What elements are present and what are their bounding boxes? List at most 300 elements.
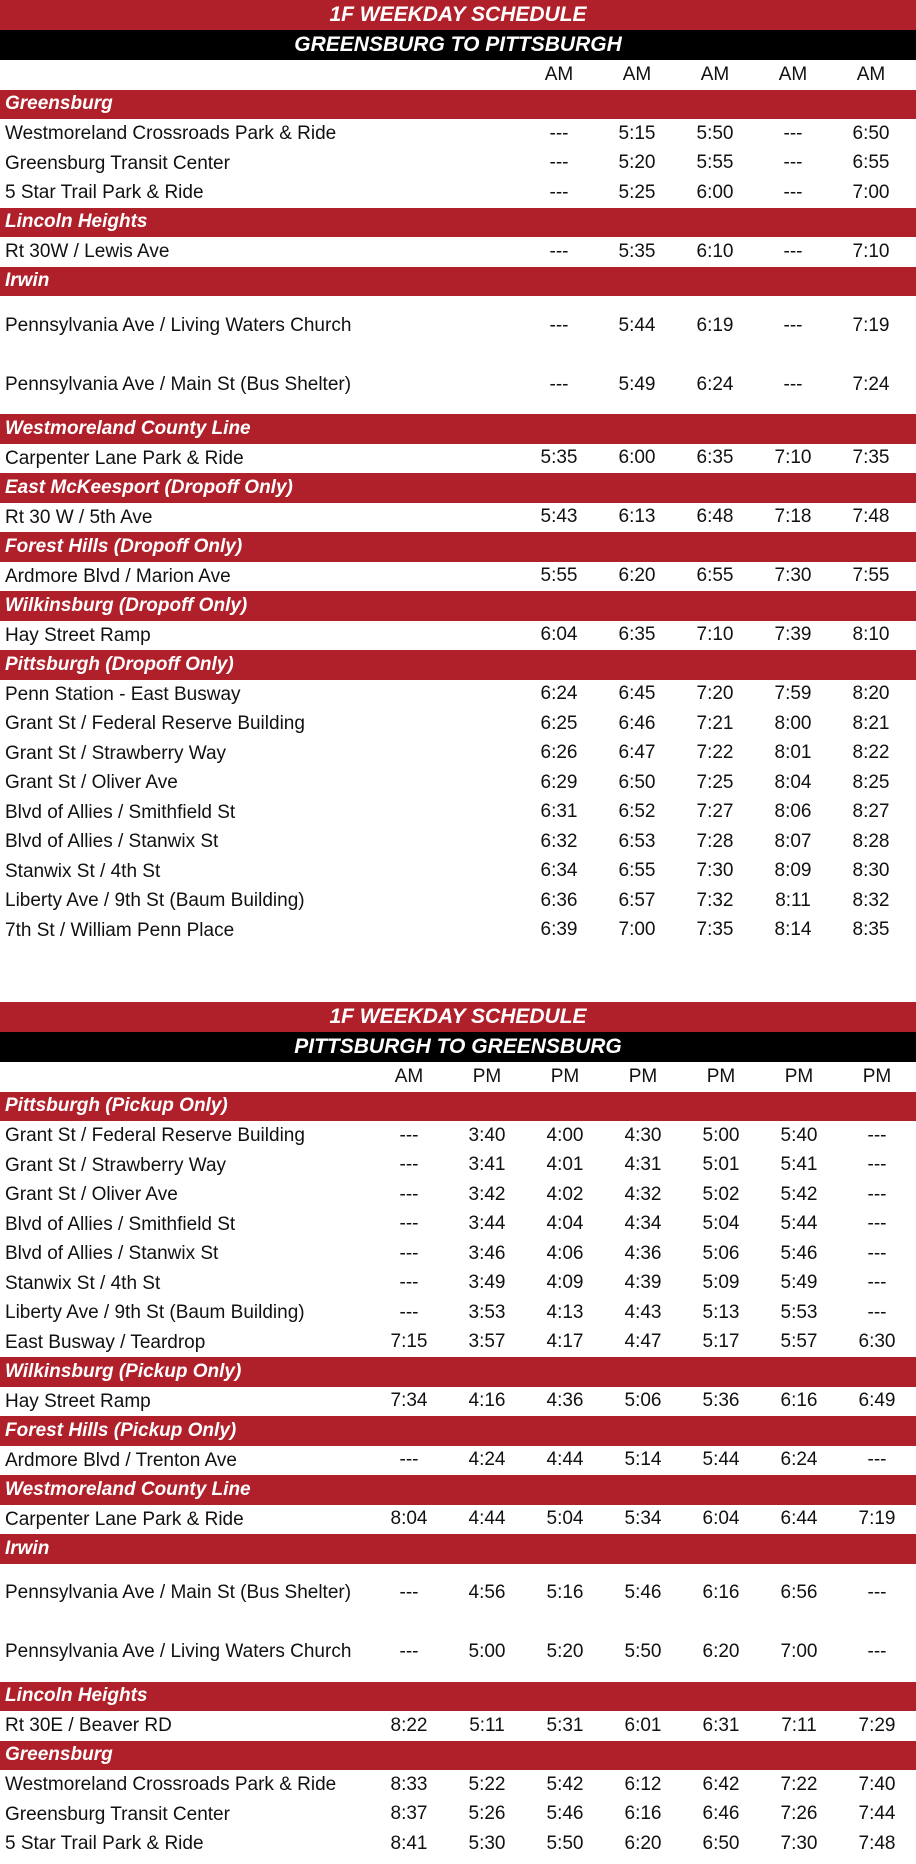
stop-name: Blvd of Allies / Stanwix St	[5, 1243, 219, 1264]
departure-time: 6:25	[540, 712, 578, 734]
departure-time: 7:35	[852, 447, 890, 469]
departure-time: 6:24	[780, 1449, 818, 1471]
stop-row	[0, 1623, 916, 1682]
departure-time: 7:48	[858, 1832, 896, 1854]
departure-time: ---	[399, 1272, 419, 1294]
departure-time: ---	[867, 1272, 887, 1294]
departure-time: 6:49	[858, 1390, 896, 1412]
departure-time: 5:11	[469, 1714, 505, 1736]
column-header-period: PM	[550, 1065, 580, 1087]
departure-time: 7:00	[852, 181, 890, 203]
column-header-period: AM	[856, 63, 886, 85]
departure-time: 3:41	[468, 1154, 506, 1176]
departure-time: 4:06	[546, 1242, 584, 1264]
departure-time: 4:56	[468, 1582, 506, 1603]
departure-time: 4:00	[546, 1124, 584, 1146]
departure-time: 5:20	[618, 152, 656, 174]
departure-time: 8:37	[390, 1803, 428, 1825]
departure-time: ---	[399, 1213, 419, 1235]
departure-time: 5:13	[702, 1301, 740, 1323]
departure-time: 5:44	[618, 314, 656, 336]
stop-row	[0, 1446, 916, 1476]
departure-time: 7:28	[696, 830, 734, 852]
stop-name: Carpenter Lane Park & Ride	[5, 447, 244, 469]
section-header: Forest Hills (Pickup Only)	[0, 1416, 916, 1446]
stop-name: Carpenter Lane Park & Ride	[5, 1508, 244, 1530]
departure-time: 7:10	[774, 447, 812, 469]
section-header: Westmoreland County Line	[0, 414, 916, 444]
stop-name: Blvd of Allies / Stanwix St	[5, 831, 219, 852]
departure-time: 7:34	[390, 1390, 428, 1412]
stop-name: Pennsylvania Ave / Living Waters Church	[5, 314, 352, 336]
stop-row	[0, 296, 916, 355]
stop-name: Rt 30W / Lewis Ave	[5, 241, 170, 262]
stop-name: Pennsylvania Ave / Main St (Bus Shelter)	[5, 373, 352, 395]
stop-row	[0, 886, 916, 916]
stop-name: Ardmore Blvd / Marion Ave	[5, 565, 231, 587]
departure-time: 6:53	[618, 830, 656, 852]
stop-row	[0, 798, 916, 828]
departure-time: 7:18	[774, 506, 812, 528]
departure-time: ---	[867, 1641, 887, 1662]
section-header: Irwin	[0, 1534, 916, 1564]
departure-time: 5:42	[780, 1183, 818, 1205]
departure-time: 8:04	[774, 771, 812, 793]
stop-name: 5 Star Trail Park & Ride	[5, 182, 204, 203]
departure-time: ---	[867, 1124, 887, 1146]
stop-row	[0, 1121, 916, 1151]
stop-row	[0, 1800, 916, 1830]
column-header-period: AM	[544, 63, 574, 85]
departure-time: 7:24	[852, 373, 890, 395]
departure-time: 4:09	[546, 1272, 584, 1294]
stop-row	[0, 827, 916, 857]
stop-row	[0, 503, 916, 533]
departure-time: 5:36	[702, 1390, 740, 1412]
departure-time: 5:41	[780, 1154, 818, 1176]
departure-time: 6:19	[696, 314, 734, 336]
departure-time: 4:04	[546, 1213, 584, 1235]
departure-time: 7:29	[858, 1714, 896, 1736]
departure-time: 5:57	[780, 1331, 818, 1353]
departure-time: 6:50	[702, 1832, 740, 1854]
departure-time: 4:39	[624, 1272, 662, 1294]
stop-row	[0, 1770, 916, 1800]
departure-time: 5:49	[618, 373, 656, 395]
departure-time: 5:42	[546, 1773, 584, 1795]
stop-row	[0, 1829, 916, 1859]
departure-time: 6:50	[852, 122, 890, 144]
departure-time: 5:43	[540, 506, 578, 528]
departure-time: ---	[783, 152, 803, 174]
departure-time: 6:45	[618, 683, 656, 705]
stop-name: Grant St / Oliver Ave	[5, 1184, 178, 1205]
stop-name: Blvd of Allies / Smithfield St	[5, 801, 236, 823]
departure-time: 4:02	[546, 1183, 584, 1205]
departure-time: 6:29	[540, 771, 578, 793]
departure-time: 8:21	[852, 712, 890, 734]
departure-time: 5:01	[702, 1154, 740, 1176]
departure-time: 8:30	[852, 860, 890, 882]
column-header-period: AM	[700, 63, 730, 85]
departure-time: 5:06	[624, 1390, 662, 1412]
departure-time: 8:01	[774, 742, 812, 764]
section-header: Lincoln Heights	[0, 1682, 916, 1712]
section-header: Pittsburgh (Dropoff Only)	[0, 650, 916, 680]
schedule-pittsburgh-to-greensburg	[0, 1002, 916, 1859]
column-header-row	[0, 1062, 916, 1092]
departure-time: 7:30	[774, 565, 812, 587]
departure-time: 3:42	[468, 1183, 506, 1205]
departure-time: ---	[867, 1213, 887, 1235]
departure-time: 7:39	[774, 624, 812, 646]
section-header: Wilkinsburg (Pickup Only)	[0, 1357, 916, 1387]
stop-name: Greensburg Transit Center	[5, 152, 230, 174]
departure-time: 7:26	[780, 1803, 818, 1825]
departure-time: 6:16	[780, 1390, 818, 1412]
stop-name: Grant St / Strawberry Way	[5, 742, 227, 764]
departure-time: ---	[867, 1183, 887, 1205]
departure-time: 6:48	[696, 506, 734, 528]
departure-time: 6:16	[702, 1582, 740, 1603]
departure-time: 6:04	[702, 1508, 740, 1530]
stop-row	[0, 1564, 916, 1623]
stop-row	[0, 739, 916, 769]
departure-time: 7:27	[696, 801, 734, 823]
departure-time: 8:41	[390, 1832, 428, 1854]
departure-time: 5:00	[468, 1641, 506, 1662]
departure-time: ---	[399, 1449, 419, 1471]
departure-time: 6:24	[696, 373, 734, 395]
departure-time: 6:26	[540, 742, 578, 764]
departure-time: 4:36	[546, 1390, 584, 1412]
stop-row	[0, 857, 916, 887]
stop-name: Greensburg Transit Center	[5, 1803, 230, 1825]
departure-time: 5:06	[702, 1242, 740, 1264]
column-header-row	[0, 60, 916, 90]
departure-time: 4:47	[624, 1331, 662, 1353]
departure-time: 5:40	[780, 1124, 818, 1146]
departure-time: 8:35	[852, 919, 890, 941]
section-header: Greensburg	[0, 90, 916, 120]
departure-time: 8:09	[774, 860, 812, 882]
departure-time: 5:20	[546, 1641, 584, 1662]
departure-time: 5:44	[702, 1449, 740, 1471]
stop-row	[0, 709, 916, 739]
stop-name: Grant St / Federal Reserve Building	[5, 713, 305, 734]
departure-time: 5:17	[702, 1331, 740, 1353]
departure-time: 4:36	[624, 1242, 662, 1264]
departure-time: 5:53	[780, 1301, 818, 1323]
departure-time: 6:57	[618, 889, 656, 911]
departure-time: 8:04	[390, 1508, 428, 1530]
departure-time: 7:30	[696, 860, 734, 882]
departure-time: 4:16	[468, 1390, 506, 1412]
departure-time: ---	[399, 1242, 419, 1264]
stop-name: Stanwix St / 4th St	[5, 1272, 161, 1294]
stop-name: Grant St / Federal Reserve Building	[5, 1125, 305, 1146]
departure-time: 5:50	[546, 1832, 584, 1854]
departure-time: 4:44	[468, 1508, 506, 1530]
stop-name: Pennsylvania Ave / Living Waters Church	[5, 1641, 352, 1663]
departure-time: ---	[549, 181, 569, 203]
departure-time: 5:44	[780, 1213, 818, 1235]
departure-time: 7:19	[852, 314, 890, 336]
departure-time: 5:34	[624, 1508, 662, 1530]
departure-time: 6:42	[702, 1773, 740, 1795]
departure-time: ---	[549, 373, 569, 395]
stop-row	[0, 1387, 916, 1417]
departure-time: 5:55	[540, 565, 578, 587]
stop-row	[0, 149, 916, 179]
departure-time: ---	[399, 1641, 419, 1662]
stop-name: Pennsylvania Ave / Main St (Bus Shelter)	[5, 1582, 352, 1604]
column-header-period: PM	[706, 1065, 736, 1087]
departure-time: 4:34	[624, 1213, 662, 1235]
departure-time: 5:46	[780, 1242, 818, 1264]
departure-time: 3:53	[468, 1301, 506, 1323]
departure-time: 7:48	[852, 506, 890, 528]
departure-time: 6:31	[540, 801, 578, 823]
column-header-period: PM	[862, 1065, 892, 1087]
departure-time: 8:27	[852, 801, 890, 823]
departure-time: 6:31	[702, 1714, 740, 1736]
departure-time: 7:00	[618, 919, 656, 941]
column-header-period: AM	[394, 1065, 424, 1087]
departure-time: 4:01	[546, 1154, 584, 1176]
departure-time: ---	[783, 122, 803, 144]
stop-row	[0, 178, 916, 208]
departure-time: 6:13	[618, 506, 656, 528]
departure-time: 7:59	[774, 683, 812, 705]
departure-time: ---	[867, 1582, 887, 1603]
departure-time: 5:25	[618, 181, 656, 203]
departure-time: 5:50	[624, 1641, 662, 1662]
departure-time: 3:46	[468, 1242, 506, 1264]
stop-name: Grant St / Oliver Ave	[5, 772, 178, 793]
departure-time: 7:32	[696, 889, 734, 911]
departure-time: ---	[783, 181, 803, 203]
section-header: East McKeesport (Dropoff Only)	[0, 473, 916, 503]
stop-row	[0, 1328, 916, 1358]
departure-time: 6:55	[618, 860, 656, 882]
departure-time: 7:35	[696, 919, 734, 941]
departure-time: 5:35	[618, 240, 656, 262]
departure-time: ---	[549, 152, 569, 174]
column-header-period: PM	[472, 1065, 502, 1087]
departure-time: 7:40	[858, 1773, 896, 1795]
departure-time: 6:55	[696, 565, 734, 587]
schedule-title: 1F WEEKDAY SCHEDULE	[0, 1002, 916, 1032]
departure-time: ---	[867, 1242, 887, 1264]
departure-time: 8:33	[390, 1773, 428, 1795]
departure-time: 6:35	[696, 447, 734, 469]
stop-row	[0, 680, 916, 710]
stop-row	[0, 1151, 916, 1181]
schedule-rows	[0, 1092, 916, 1859]
departure-time: 5:15	[618, 122, 656, 144]
schedule-title: 1F WEEKDAY SCHEDULE	[0, 0, 916, 30]
departure-time: 3:57	[468, 1331, 506, 1353]
departure-time: 5:09	[702, 1272, 740, 1294]
stop-row	[0, 621, 916, 651]
departure-time: 8:00	[774, 712, 812, 734]
departure-time: 8:07	[774, 830, 812, 852]
stop-row	[0, 237, 916, 267]
departure-time: 7:30	[780, 1832, 818, 1854]
departure-time: ---	[783, 373, 803, 395]
departure-time: 5:55	[696, 152, 734, 174]
departure-time: 6:46	[702, 1803, 740, 1825]
departure-time: 7:20	[696, 683, 734, 705]
schedule-direction: GREENSBURG TO PITTSBURGH	[0, 30, 916, 60]
column-header-period: PM	[784, 1065, 814, 1087]
stop-name: Blvd of Allies / Smithfield St	[5, 1213, 236, 1235]
departure-time: 5:16	[546, 1582, 584, 1603]
stop-row	[0, 916, 916, 946]
stop-name: Liberty Ave / 9th St (Baum Building)	[5, 890, 305, 911]
departure-time: ---	[399, 1582, 419, 1603]
stop-name: 5 Star Trail Park & Ride	[5, 1833, 204, 1854]
departure-time: ---	[549, 240, 569, 262]
section-header: Lincoln Heights	[0, 208, 916, 238]
departure-time: ---	[399, 1301, 419, 1323]
departure-time: 4:13	[546, 1301, 584, 1323]
schedule-rows	[0, 90, 916, 946]
departure-time: ---	[867, 1301, 887, 1323]
departure-time: 8:28	[852, 830, 890, 852]
departure-time: 7:25	[696, 771, 734, 793]
column-header-period: AM	[778, 63, 808, 85]
departure-time: 8:22	[390, 1714, 428, 1736]
departure-time: 6:24	[540, 683, 578, 705]
column-header-period: AM	[622, 63, 652, 85]
departure-time: 6:50	[618, 771, 656, 793]
departure-time: 8:25	[852, 771, 890, 793]
departure-time: 8:11	[775, 889, 811, 911]
departure-time: 7:19	[858, 1508, 896, 1530]
stop-row	[0, 1711, 916, 1741]
departure-time: 6:36	[540, 889, 578, 911]
departure-time: 5:04	[546, 1508, 584, 1530]
departure-time: 6:34	[540, 860, 578, 882]
departure-time: 4:31	[624, 1154, 662, 1176]
departure-time: 5:00	[702, 1124, 740, 1146]
departure-time: ---	[783, 240, 803, 262]
departure-time: 6:10	[696, 240, 734, 262]
stop-name: Stanwix St / 4th St	[5, 860, 161, 882]
stop-name: East Busway / Teardrop	[5, 1331, 206, 1353]
departure-time: 6:44	[780, 1508, 818, 1530]
departure-time: 5:02	[702, 1183, 740, 1205]
departure-time: ---	[399, 1183, 419, 1205]
stop-name: Westmoreland Crossroads Park & Ride	[5, 123, 337, 144]
departure-time: 6:55	[852, 152, 890, 174]
departure-time: 4:17	[546, 1331, 584, 1353]
departure-time: 5:35	[540, 447, 578, 469]
departure-time: 6:04	[540, 624, 578, 646]
stop-name: Westmoreland Crossroads Park & Ride	[5, 1774, 337, 1795]
departure-time: 7:55	[852, 565, 890, 587]
stop-row	[0, 1210, 916, 1240]
departure-time: ---	[783, 314, 803, 336]
section-header: Wilkinsburg (Dropoff Only)	[0, 591, 916, 621]
departure-time: 7:10	[696, 624, 734, 646]
departure-time: 3:44	[468, 1213, 506, 1235]
departure-time: 8:20	[852, 683, 890, 705]
stop-row	[0, 1505, 916, 1535]
departure-time: 3:40	[468, 1124, 506, 1146]
column-header-period: PM	[628, 1065, 658, 1087]
departure-time: ---	[549, 122, 569, 144]
departure-time: 8:22	[852, 742, 890, 764]
departure-time: 5:04	[702, 1213, 740, 1235]
stop-name: 7th St / William Penn Place	[5, 919, 235, 941]
departure-time: 5:50	[696, 122, 734, 144]
departure-time: 7:10	[852, 240, 890, 262]
stop-name: Rt 30E / Beaver RD	[5, 1715, 172, 1736]
departure-time: 4:43	[624, 1301, 662, 1323]
stop-row	[0, 119, 916, 149]
stop-name: Liberty Ave / 9th St (Baum Building)	[5, 1302, 305, 1323]
section-header: Pittsburgh (Pickup Only)	[0, 1092, 916, 1122]
departure-time: 8:14	[774, 919, 812, 941]
departure-time: 6:47	[618, 742, 656, 764]
departure-time: 5:49	[780, 1272, 818, 1294]
departure-time: 5:31	[546, 1714, 584, 1736]
departure-time: 6:32	[540, 830, 578, 852]
stop-row	[0, 444, 916, 474]
stop-row	[0, 1269, 916, 1299]
departure-time: 6:56	[780, 1582, 818, 1603]
departure-time: 5:22	[468, 1773, 506, 1795]
departure-time: 3:49	[468, 1272, 506, 1294]
stop-row	[0, 355, 916, 414]
departure-time: 7:22	[696, 742, 734, 764]
departure-time: 6:20	[702, 1641, 740, 1662]
departure-time: 5:26	[468, 1803, 506, 1825]
departure-time: 8:06	[774, 801, 812, 823]
stop-name: Ardmore Blvd / Trenton Ave	[5, 1449, 237, 1471]
departure-time: 7:21	[696, 712, 734, 734]
stop-row	[0, 562, 916, 592]
departure-time: 6:00	[618, 447, 656, 469]
departure-time: 8:32	[852, 889, 890, 911]
section-header: Greensburg	[0, 1741, 916, 1771]
departure-time: 5:46	[624, 1582, 662, 1603]
departure-time: 6:00	[696, 181, 734, 203]
departure-time: 5:14	[624, 1449, 662, 1471]
departure-time: ---	[867, 1449, 887, 1471]
stop-name: Rt 30 W / 5th Ave	[5, 506, 153, 528]
departure-time: 4:32	[624, 1183, 662, 1205]
departure-time: 4:24	[468, 1449, 506, 1471]
departure-time: 7:11	[781, 1714, 817, 1736]
departure-time: 6:30	[858, 1331, 896, 1353]
departure-time: ---	[399, 1154, 419, 1176]
stop-row	[0, 768, 916, 798]
departure-time: ---	[549, 314, 569, 336]
section-header: Irwin	[0, 267, 916, 297]
departure-time: 5:46	[546, 1803, 584, 1825]
departure-time: ---	[867, 1154, 887, 1176]
departure-time: 5:30	[468, 1832, 506, 1854]
departure-time: 6:52	[618, 801, 656, 823]
departure-time: 8:10	[852, 624, 890, 646]
stop-row	[0, 1180, 916, 1210]
stop-row	[0, 1239, 916, 1269]
departure-time: 4:30	[624, 1124, 662, 1146]
